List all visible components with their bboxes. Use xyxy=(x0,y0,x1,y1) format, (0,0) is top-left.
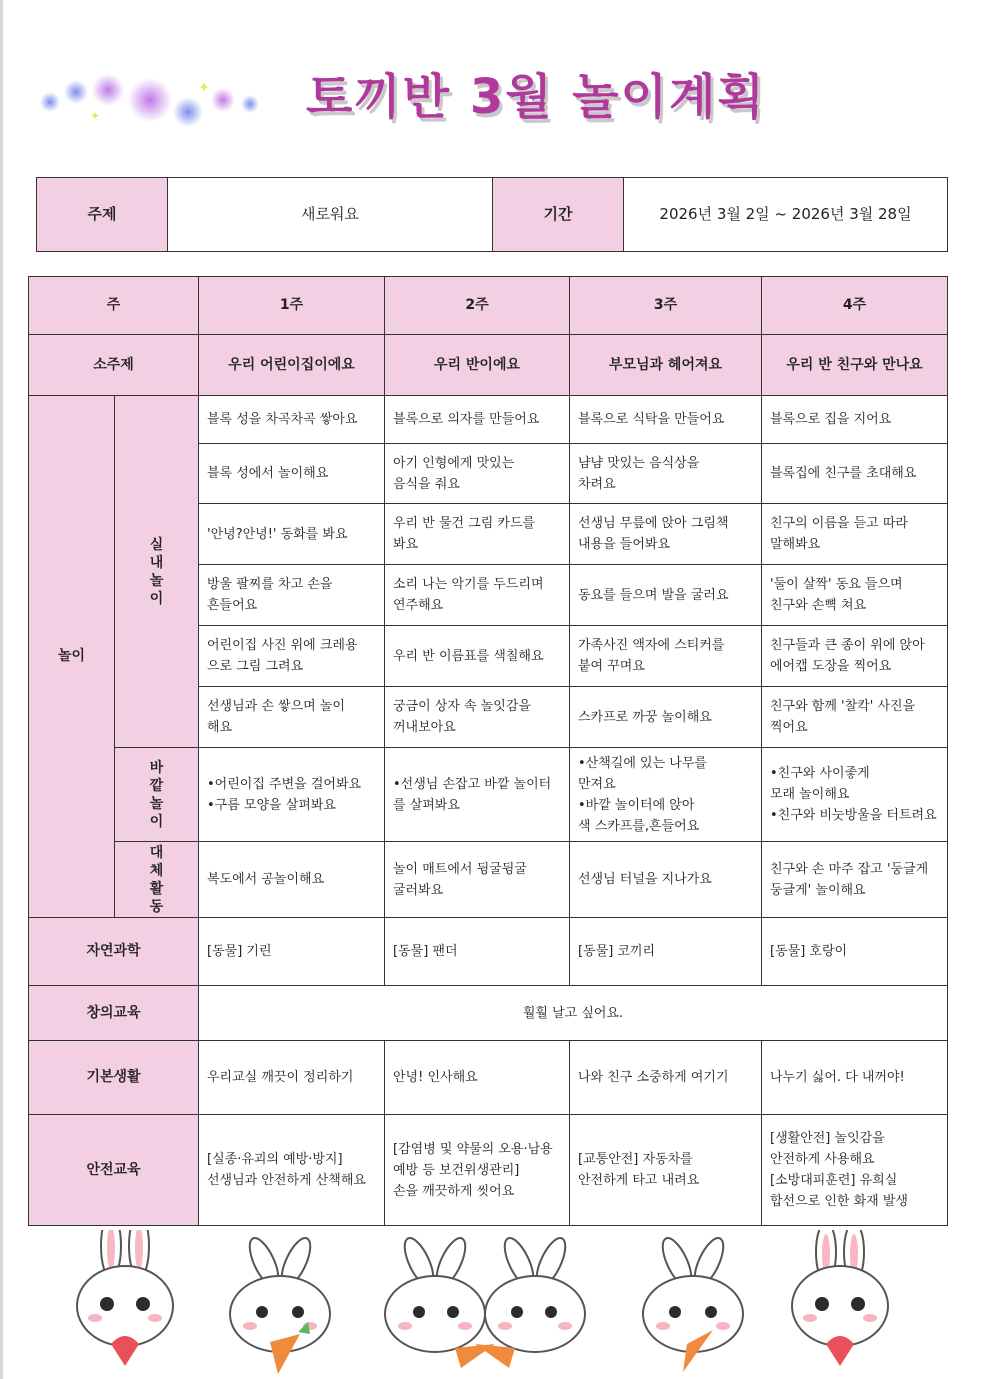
creative-cell: 훨훨 날고 싶어요. xyxy=(199,986,948,1041)
indoor-cell: 스카프로 까꿍 놀이해요 xyxy=(570,687,762,748)
week-header-label: 주 xyxy=(29,277,199,335)
svg-text:✦: ✦ xyxy=(90,109,101,123)
indoor-cell: 냠냠 맛있는 음식상을 차려요 xyxy=(570,444,762,504)
play-label: 놀이 xyxy=(29,396,115,918)
indoor-cell: 아기 인형에게 맛있는 음식을 줘요 xyxy=(385,444,570,504)
basic-life-label: 기본생활 xyxy=(29,1041,199,1115)
indoor-cell: 친구의 이름을 듣고 따라 말해봐요 xyxy=(762,504,948,565)
indoor-cell: 블록집에 친구를 초대해요 xyxy=(762,444,948,504)
indoor-cell: 우리 반 이름표를 색칠해요 xyxy=(385,626,570,687)
plan-table xyxy=(28,276,948,1226)
basic-cell: 우리교실 깨끗이 정리하기 xyxy=(199,1041,385,1115)
subtopic-label: 소주제 xyxy=(29,335,199,396)
indoor-cell: 궁금이 상자 속 놀잇감을 꺼내보아요 xyxy=(385,687,570,748)
science-cell: [동물] 코끼리 xyxy=(570,918,762,986)
week-1-header: 1주 xyxy=(199,277,385,335)
indoor-cell: 선생님과 손 쌓으며 놀이 해요 xyxy=(199,687,385,748)
safety-cell: [교통안전] 자동차를 안전하게 타고 내려요 xyxy=(570,1115,762,1226)
alt-cell: 복도에서 공놀이해요 xyxy=(199,842,385,918)
science-cell: [동물] 기린 xyxy=(199,918,385,986)
svg-text:✦: ✦ xyxy=(198,80,210,96)
alternative-activity-label: 대체활동 xyxy=(115,842,199,918)
safety-cell: [실종·유괴의 예방·방지] 선생님과 안전하게 산책해요 xyxy=(199,1115,385,1226)
indoor-cell: 동요를 들으며 발을 굴러요 xyxy=(570,565,762,626)
week-3-header: 3주 xyxy=(570,277,762,335)
indoor-cell: 블록으로 의자를 만들어요 xyxy=(385,396,570,444)
alt-cell: 놀이 매트에서 뒹굴뒹굴 굴러봐요 xyxy=(385,842,570,918)
page-edge xyxy=(0,0,3,1379)
sparkle-decoration-icon xyxy=(38,72,270,132)
theme-label: 주제 xyxy=(37,178,168,252)
indoor-cell: 어린이집 사진 위에 크레용 으로 그림 그려요 xyxy=(199,626,385,687)
basic-cell: 나와 친구 소중하게 여기기 xyxy=(570,1041,762,1115)
indoor-play-label: 실내놀이 xyxy=(115,396,199,748)
week-2-header: 2주 xyxy=(385,277,570,335)
indoor-cell: 블록 성에서 놀이해요 xyxy=(199,444,385,504)
subtopic-week-2: 우리 반이에요 xyxy=(385,335,570,396)
science-cell: [동물] 팬더 xyxy=(385,918,570,986)
indoor-cell: '둘이 살짝' 동요 들으며 친구와 손뼉 쳐요 xyxy=(762,565,948,626)
safety-cell: [감염병 및 약물의 오용·남용 예방 등 보건위생관리] 손을 깨끗하게 씻어요 xyxy=(385,1115,570,1226)
indoor-cell: '안녕?안녕!' 동화를 봐요 xyxy=(199,504,385,565)
indoor-cell: 가족사진 액자에 스티커를 붙여 꾸며요 xyxy=(570,626,762,687)
subtopic-week-3: 부모님과 헤어져요 xyxy=(570,335,762,396)
indoor-cell: 친구들과 큰 종이 위에 앉아 에어캡 도장을 찍어요 xyxy=(762,626,948,687)
indoor-cell: 블록 성을 차곡차곡 쌓아요 xyxy=(199,396,385,444)
outdoor-cell: •산책길에 있는 나무를 만져요 •바깥 놀이터에 앉아 색 스카프를,흔들어요 xyxy=(570,748,762,842)
indoor-cell: 블록으로 식탁을 만들어요 xyxy=(570,396,762,444)
outdoor-play-label: 바깥놀이 xyxy=(115,748,199,842)
science-label: 자연과학 xyxy=(29,918,199,986)
alt-cell: 친구와 손 마주 잡고 '둥글게 둥글게' 놀이해요 xyxy=(762,842,948,918)
indoor-cell: 우리 반 물건 그림 카드를 봐요 xyxy=(385,504,570,565)
bunny-illustrations-icon xyxy=(55,1230,915,1379)
indoor-cell: 블록으로 집을 지어요 xyxy=(762,396,948,444)
basic-cell: 나누기 싫어. 다 내꺼야! xyxy=(762,1041,948,1115)
subtopic-week-1: 우리 어린이집이에요 xyxy=(199,335,385,396)
indoor-cell: 친구와 함께 '찰칵' 사진을 찍어요 xyxy=(762,687,948,748)
period-label: 기간 xyxy=(493,178,624,252)
science-cell: [동물] 호랑이 xyxy=(762,918,948,986)
period-value: 2026년 3월 2일 ~ 2026년 3월 28일 xyxy=(624,178,948,252)
safety-cell: [생활안전] 놀잇감을 안전하게 사용해요 [소방대피훈련] 유희실 합선으로 인한 화재 발생 xyxy=(762,1115,948,1226)
creative-label: 창의교육 xyxy=(29,986,199,1041)
alt-cell: 선생님 터널을 지나가요 xyxy=(570,842,762,918)
page-title: 토끼반 3월 놀이계획 xyxy=(306,69,766,125)
theme-value: 새로워요 xyxy=(168,178,493,252)
info-table xyxy=(36,177,948,252)
subtopic-week-4: 우리 반 친구와 만나요 xyxy=(762,335,948,396)
indoor-cell: 소리 나는 악기를 두드리며 연주해요 xyxy=(385,565,570,626)
outdoor-cell: •선생님 손잡고 바깥 놀이터 를 살펴봐요 xyxy=(385,748,570,842)
week-4-header: 4주 xyxy=(762,277,948,335)
basic-cell: 안녕! 인사해요 xyxy=(385,1041,570,1115)
indoor-cell: 선생님 무릎에 앉아 그림책 내용을 들어봐요 xyxy=(570,504,762,565)
outdoor-cell: •친구와 사이좋게 모래 놀이해요 •친구와 비눗방울을 터트려요 xyxy=(762,748,948,842)
indoor-cell: 방울 팔찌를 차고 손을 흔들어요 xyxy=(199,565,385,626)
outdoor-cell: •어린이집 주변을 걸어봐요 •구름 모양을 살펴봐요 xyxy=(199,748,385,842)
safety-label: 안전교육 xyxy=(29,1115,199,1226)
